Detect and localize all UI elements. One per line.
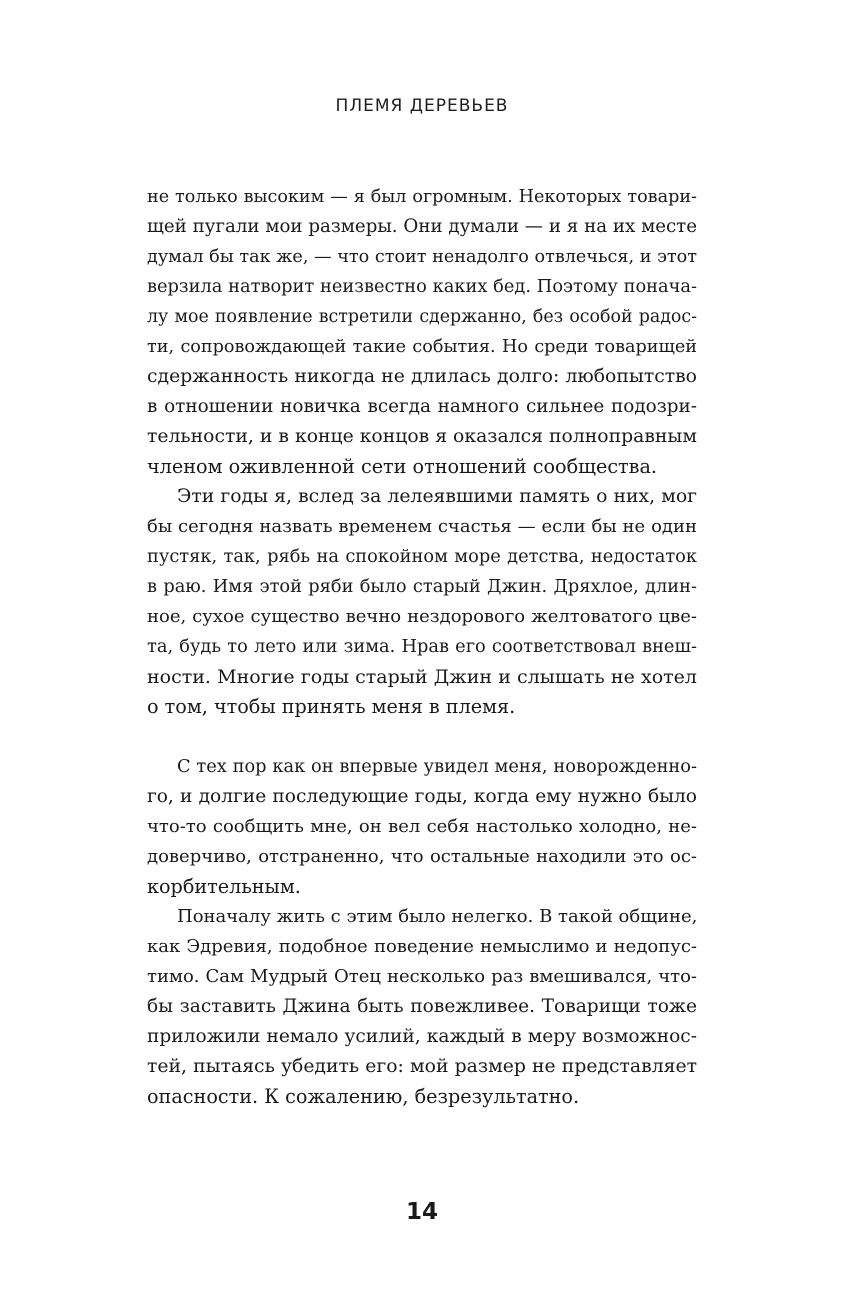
text-line: членом оживленной сети отношений сообщества.: [147, 455, 658, 478]
text-line: тимо. Сам Мудрый Отец несколько раз вмешивался, что-: [147, 966, 697, 987]
text-line: ности. Многие годы старый Джин и слышать не хотел: [147, 666, 697, 688]
text-line: в раю. Имя этой ряби было старый Джин. Дряхлое, длин-: [147, 576, 697, 597]
text-line: го, и долгие последующие годы, когда ему нужно было: [147, 786, 697, 807]
text-line: ти, сопровождающей такие события. Но среди товарищей: [147, 337, 697, 357]
text-line: не только высоким — я был огромным. Некоторых товари-: [147, 187, 697, 207]
text-line: опасности. К сожалению, безрезультатно.: [147, 1085, 580, 1108]
text-line: сдержанность никогда не длилась долго: любопытство: [147, 366, 697, 387]
paragraph: [147, 752, 697, 902]
text-line: в отношении новичка всегда намного сильнее подозри-: [147, 396, 697, 417]
text-line: приложили немало усилий, каждый в меру возможнос-: [147, 1026, 697, 1047]
text-line: тельности, и в конце концов я оказался полноправным: [147, 426, 697, 447]
text-line: верзила натворит неизвестно каких бед. Поэтому понача-: [147, 276, 697, 297]
paragraph: [147, 902, 697, 1112]
text-line: доверчиво, отстраненно, что остальные находили это ос-: [147, 846, 697, 867]
text-line: лу мое появление встретили сдержанно, без особой радос-: [147, 307, 697, 327]
text-line: Эти годы я, вслед за лелеявшими память о них, мог: [177, 486, 697, 507]
text-line: что-то сообщить мне, он вел себя настолько холодно, не-: [147, 816, 697, 837]
text-line: тей, пытаясь убедить его: мой размер не представляет: [147, 1056, 697, 1077]
running-head: ПЛЕМЯ ДЕРЕВЬЕВ: [335, 96, 509, 116]
page-number: 14: [405, 1199, 438, 1225]
text-line: бы сегодня назвать временем счастья — если бы не один: [147, 516, 697, 537]
text-line: Поначалу жить с этим было нелегко. В такой общине,: [177, 906, 698, 927]
text-line: как Эдревия, подобное поведение немыслимо и недопус-: [147, 936, 697, 957]
text-line: С тех пор как он впервые увидел меня, новорожденно-: [177, 756, 697, 777]
paragraph: [147, 482, 697, 722]
text-line: корбительным.: [147, 875, 301, 898]
paragraph: [147, 182, 697, 482]
text-line: ное, сухое существо вечно нездорового желтоватого цве-: [147, 606, 697, 627]
text-line: о том, чтобы принять меня в племя.: [147, 695, 516, 718]
text-line: щей пугали мои размеры. Они думали — и я на их месте: [147, 216, 697, 237]
text-line: та, будь то лето или зима. Нрав его соответствовал внеш-: [147, 636, 697, 657]
section-break: [147, 722, 697, 752]
body-text: [147, 182, 697, 1112]
text-line: думал бы так же, — что стоит ненадолго отвлечься, и этот: [147, 247, 697, 267]
text-line: бы заставить Джина быть повежливее. Товарищи тоже: [147, 996, 697, 1017]
text-line: пустяк, так, рябь на спокойном море детства, недостаток: [147, 546, 697, 567]
